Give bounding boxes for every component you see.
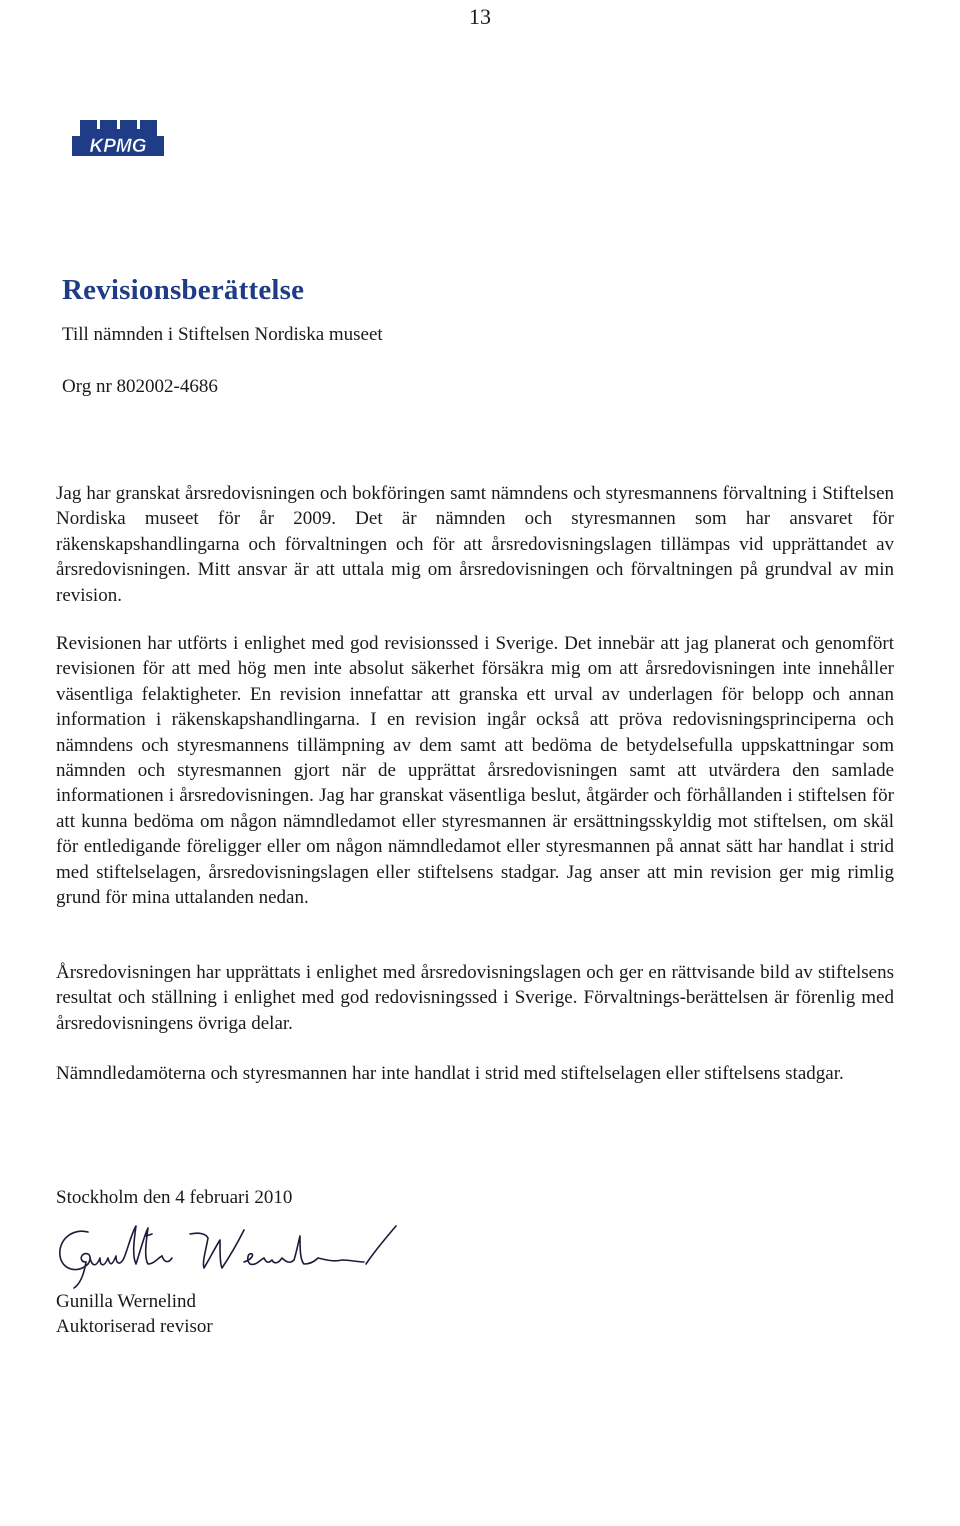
page-number: 13 xyxy=(469,4,491,29)
paragraph-method: Revisionen har utförts i enlighet med god revisionssed i Sverige. Det innebär att jag planerat och genomfört revisionen för att med hög men inte absolut säkerhet försäkra mig om att årsredovisningen inte innehåller väsentliga felaktigheter. En revision innefattar att granska ett urval av underlagen för belopp och annan information i räkenskapshandlingarna. I en revision ingår också att pröva redovisningsprinciperna och nämndens och styresmannens tillämpning av dem samt att bedöma de betydelsefulla uppskattningar som nämnden och styresmannen gjort när de upprättat årsredovisningen samt att utvärdera den samlade informationen i årsredovisningen. Jag har granskat väsentliga beslut, åtgärder och förhållanden i stiftelsen för att kunna bedöma om någon nämndledamot eller styresmannen är ersättningsskyldig mot stiftelsen, om skäl för entledigande föreligger eller om någon nämndledamot eller styresmannen på annat sätt har handlat i strid med stiftelselagen, årsredovisningslagen eller stiftelsens stadgar. Jag anser att min revision ger mig rimlig grund för mina uttalanden nedan. xyxy=(56,633,894,909)
signer-name: Gunilla Wernelind xyxy=(56,1291,197,1312)
signer-title: Auktoriserad revisor xyxy=(56,1316,213,1337)
recipient-line: Till nämnden i Stiftelsen Nordiska museet xyxy=(62,324,383,345)
paragraph-opinion-annual-report: Årsredovisningen har upprättats i enlighet med årsredovisningslagen och ger en rättvisande bild av stiftelsens resultat och ställning i enlighet med god redovisningssed i Sverige. Förvaltnings-berättelsen är förenlig med årsredovisningens övriga delar. xyxy=(56,962,894,1034)
paragraph-scope: Jag har granskat årsredovisningen och bokföringen samt nämndens och styresmannens förvaltning i Stiftelsen Nordiska museet för år 2009. Det är nämnden och styresmannen som har ansvaret för räkenskapshandlingarna och förvaltningen och för att årsredovisningslagen tillämpas vid upprättandet av årsredovisningen. Mitt ansvar är att uttala mig om årsredovisningen och förvaltningen på grundval av min revision. xyxy=(56,483,894,606)
kpmg-logo xyxy=(72,120,164,156)
report-title: Revisionsberättelse xyxy=(62,274,305,306)
paragraph-opinion-administration: Nämndledamöterna och styresmannen har inte handlat i strid med stiftelselagen eller stiftelsens stadgar. xyxy=(56,1063,844,1084)
handwritten-signature xyxy=(50,1222,400,1290)
svg-text:KPMG: KPMG xyxy=(89,136,147,156)
place-date: Stockholm den 4 februari 2010 xyxy=(56,1187,293,1208)
signer-block xyxy=(56,1289,213,1339)
org-number: Org nr 802002-4686 xyxy=(62,376,218,397)
